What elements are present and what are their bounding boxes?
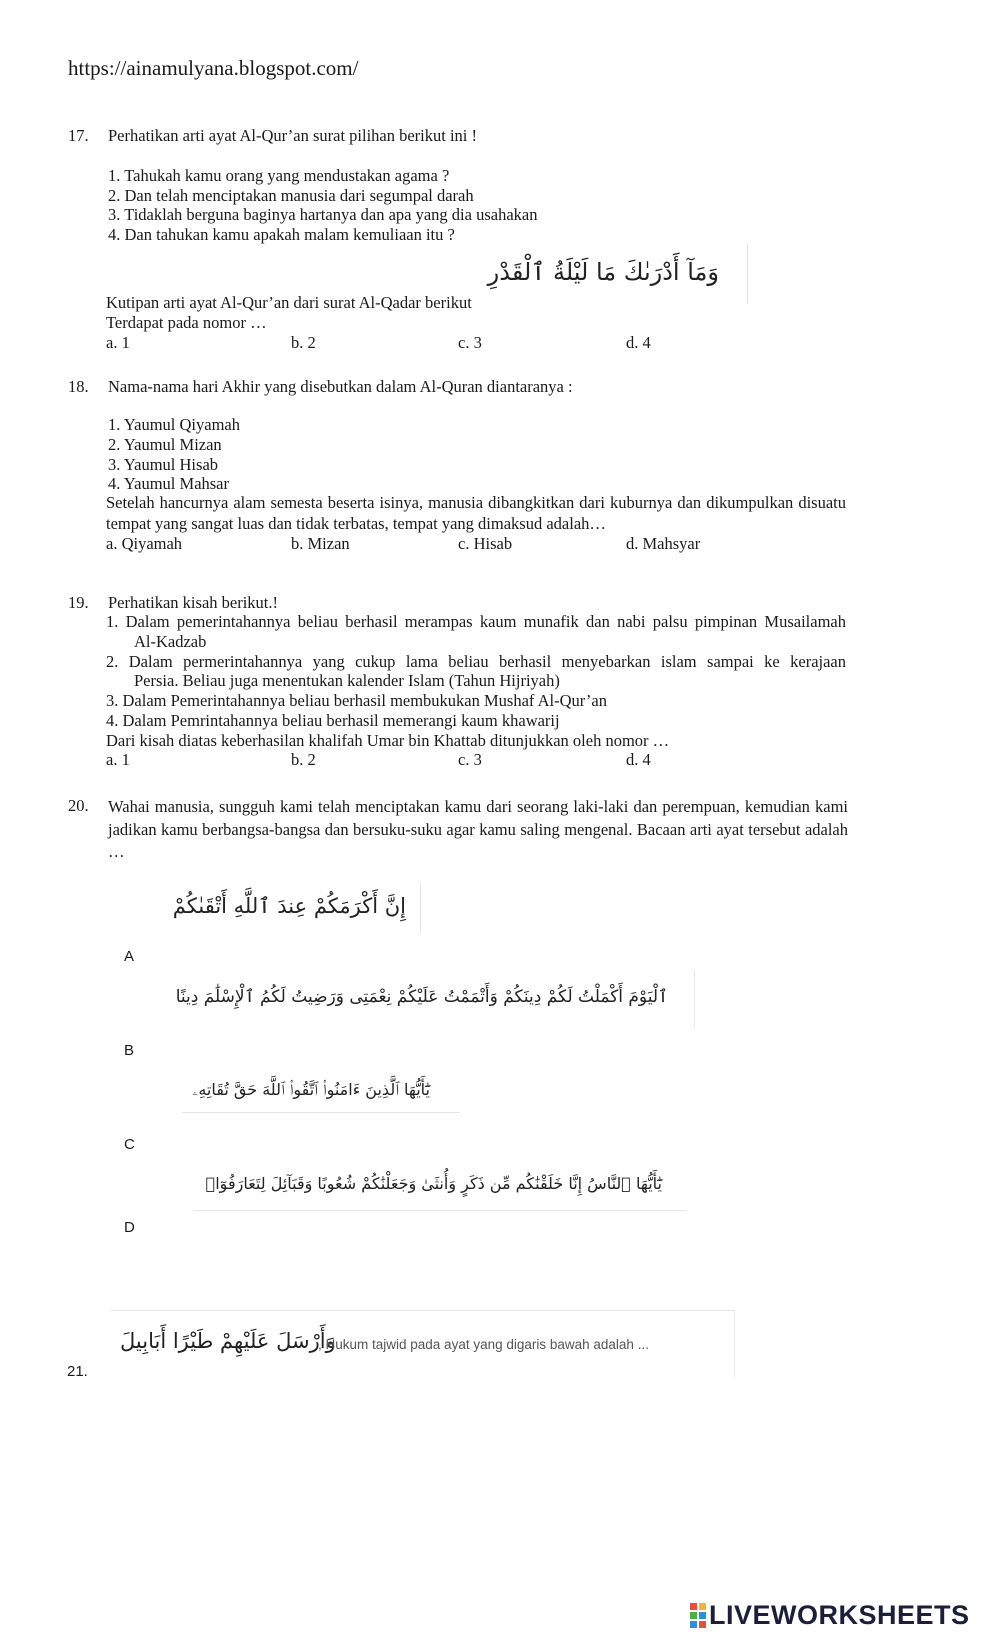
q18-option-a[interactable]: a. Qiyamah bbox=[106, 534, 183, 553]
q18-paragraph: Setelah hancurnya alam semesta beserta isinya, manusia dibangkitkan dari kuburnya dan dikumpulkan disuatu tempat yang sangat luas dan tidak terbatas, tempat yang dimaksud adalah… bbox=[106, 493, 846, 533]
question-21-number: 21. bbox=[67, 1363, 88, 1380]
q17-arabic-verse: وَمَآ أَدْرَىٰكَ مَا لَيْلَةُ ٱلْقَدْرِ bbox=[487, 258, 719, 286]
q17-option-d[interactable]: d. 4 bbox=[626, 333, 651, 352]
question-18-number: 18. bbox=[68, 377, 89, 396]
q17-item-2: 2. Dan telah menciptakan manusia dari segumpal darah bbox=[108, 186, 474, 205]
q19-item-4: 4. Dalam Pemrintahannya beliau berhasil memerangi kaum khawarij bbox=[106, 711, 560, 730]
q20-choice-label-b[interactable]: B bbox=[124, 1042, 135, 1059]
q20-choice-a-arabic: ٱلْيَوْمَ أَكْمَلْتُ لَكُمْ دِينَكُمْ وَأَتْمَمْتُ عَلَيْكُمْ نِعْمَتِى وَرَضِيتُ لَكُمُ ٱلْإِسْلَٰمَ دِينًا bbox=[175, 987, 668, 1007]
q17-item-1: 1. Tahukah kamu orang yang mendustakan agama ? bbox=[108, 166, 450, 185]
q18-item-3: 3. Yaumul Hisab bbox=[108, 455, 219, 474]
q19-prompt: Dari kisah diatas keberhasilan khalifah Umar bin Khattab ditunjukkan oleh nomor … bbox=[106, 731, 670, 750]
q21-arabic: وَأَرْسَلَ عَلَيْهِمْ طَيْرًا أَبَابِيلَ bbox=[120, 1329, 336, 1353]
q17-option-b[interactable]: b. 2 bbox=[291, 333, 316, 352]
source-url: https://ainamulyana.blogspot.com/ bbox=[68, 56, 359, 80]
q20-choice-b-arabic: يَٰٓأَيُّهَا ٱلَّذِينَ ءَامَنُوا۟ ٱتَّقُوا۟ ٱللَّهَ حَقَّ تُقَاتِهِۦ bbox=[192, 1080, 430, 1099]
q18-option-b[interactable]: b. Mizan bbox=[291, 534, 350, 553]
q18-option-c[interactable]: c. Hisab bbox=[458, 534, 513, 553]
q19-item-1-line1: 1. Dalam pemerintahannya beliau berhasil merampas kaum munafik dan nabi palsu pimpinan Musailamah bbox=[106, 612, 846, 631]
q20-arabic-top-image bbox=[172, 882, 421, 934]
q17-item-4: 4. Dan tahukan kamu apakah malam kemuliaan itu ? bbox=[108, 225, 455, 244]
q20-arabic-top: إِنَّ أَكْرَمَكُمْ عِندَ ٱللَّهِ أَتْقَىٰكُمْ bbox=[172, 894, 406, 918]
q17-item-3: 3. Tidaklah berguna baginya hartanya dan apa yang dia usahakan bbox=[108, 205, 538, 224]
q21-image bbox=[110, 1310, 735, 1377]
q17-option-c[interactable]: c. 3 bbox=[458, 333, 482, 352]
q17-prompt-line1: Kutipan arti ayat Al-Qur’an dari surat Al-Qadar berikut bbox=[106, 293, 472, 312]
q17-arabic-verse-image bbox=[487, 244, 748, 304]
liveworksheets-logo-text: LIVEWORKSHEETS bbox=[709, 1599, 970, 1630]
q18-item-2: 2. Yaumul Mizan bbox=[108, 435, 222, 454]
q20-choice-c-arabic-image[interactable] bbox=[194, 1158, 686, 1211]
q20-choice-label-d[interactable]: D bbox=[124, 1219, 135, 1236]
question-19-number: 19. bbox=[68, 593, 89, 612]
question-19-text: Perhatikan kisah berikut.! bbox=[108, 593, 278, 612]
q20-choice-c-arabic: يَٰٓأَيُّهَا ٱلنَّاسُ إِنَّا خَلَقْنَٰكُم مِّن ذَكَرٍ وَأُنثَىٰ وَجَعَلْنَٰكُمْ شُعُوبًا وَقَبَآئِلَ لِتَعَارَفُوٓا۟ bbox=[205, 1174, 662, 1193]
liveworksheets-logo bbox=[690, 1598, 970, 1632]
q19-option-d[interactable]: d. 4 bbox=[626, 750, 651, 769]
q20-choice-label-a[interactable]: A bbox=[124, 948, 135, 965]
q18-option-d[interactable]: d. Mahsyar bbox=[626, 534, 701, 553]
question-20-number: 20. bbox=[68, 796, 89, 815]
q18-item-1: 1. Yaumul Qiyamah bbox=[108, 415, 240, 434]
question-18-text: Nama-nama hari Akhir yang disebutkan dalam Al-Quran diantaranya : bbox=[108, 377, 573, 396]
q17-prompt-line2: Terdapat pada nomor … bbox=[106, 313, 267, 332]
q19-item-2-line2: Persia. Beliau juga menentukan kalender Islam (Tahun Hijriyah) bbox=[134, 671, 560, 690]
q20-paragraph: Wahai manusia, sungguh kami telah menciptakan kamu dari seorang laki-laki dan perempuan, kemudian kami jadikan kamu berbangsa-bangsa dan bersuku-suku agar kamu saling mengenal. Bacaan arti ayat tersebut adalah … bbox=[108, 797, 848, 861]
q20-choice-b-arabic-image[interactable] bbox=[182, 1070, 460, 1113]
q20-choice-label-c[interactable]: C bbox=[124, 1136, 135, 1153]
liveworksheets-logo-icon bbox=[690, 1603, 706, 1628]
q19-item-2-line1: 2. Dalam permerintahannya yang cukup lama beliau berhasil menyebarkan islam sampai ke kerajaan bbox=[106, 652, 846, 671]
q21-question: , Hukum tajwid pada ayat yang digaris bawah adalah ... bbox=[318, 1337, 649, 1352]
q19-option-b[interactable]: b. 2 bbox=[291, 750, 316, 769]
q20-choice-a-arabic-image[interactable] bbox=[175, 970, 695, 1028]
q19-item-3: 3. Dalam Pemerintahannya beliau berhasil membukukan Mushaf Al-Qur’an bbox=[106, 691, 607, 710]
q18-item-4: 4. Yaumul Mahsar bbox=[108, 474, 230, 493]
question-17-text: Perhatikan arti ayat Al-Qur’an surat pilihan berikut ini ! bbox=[108, 126, 478, 145]
q17-option-a[interactable]: a. 1 bbox=[106, 333, 130, 352]
q19-item-1-line2: Al-Kadzab bbox=[134, 632, 207, 651]
q19-option-a[interactable]: a. 1 bbox=[106, 750, 130, 769]
question-17-number: 17. bbox=[68, 126, 89, 145]
q19-option-c[interactable]: c. 3 bbox=[458, 750, 482, 769]
